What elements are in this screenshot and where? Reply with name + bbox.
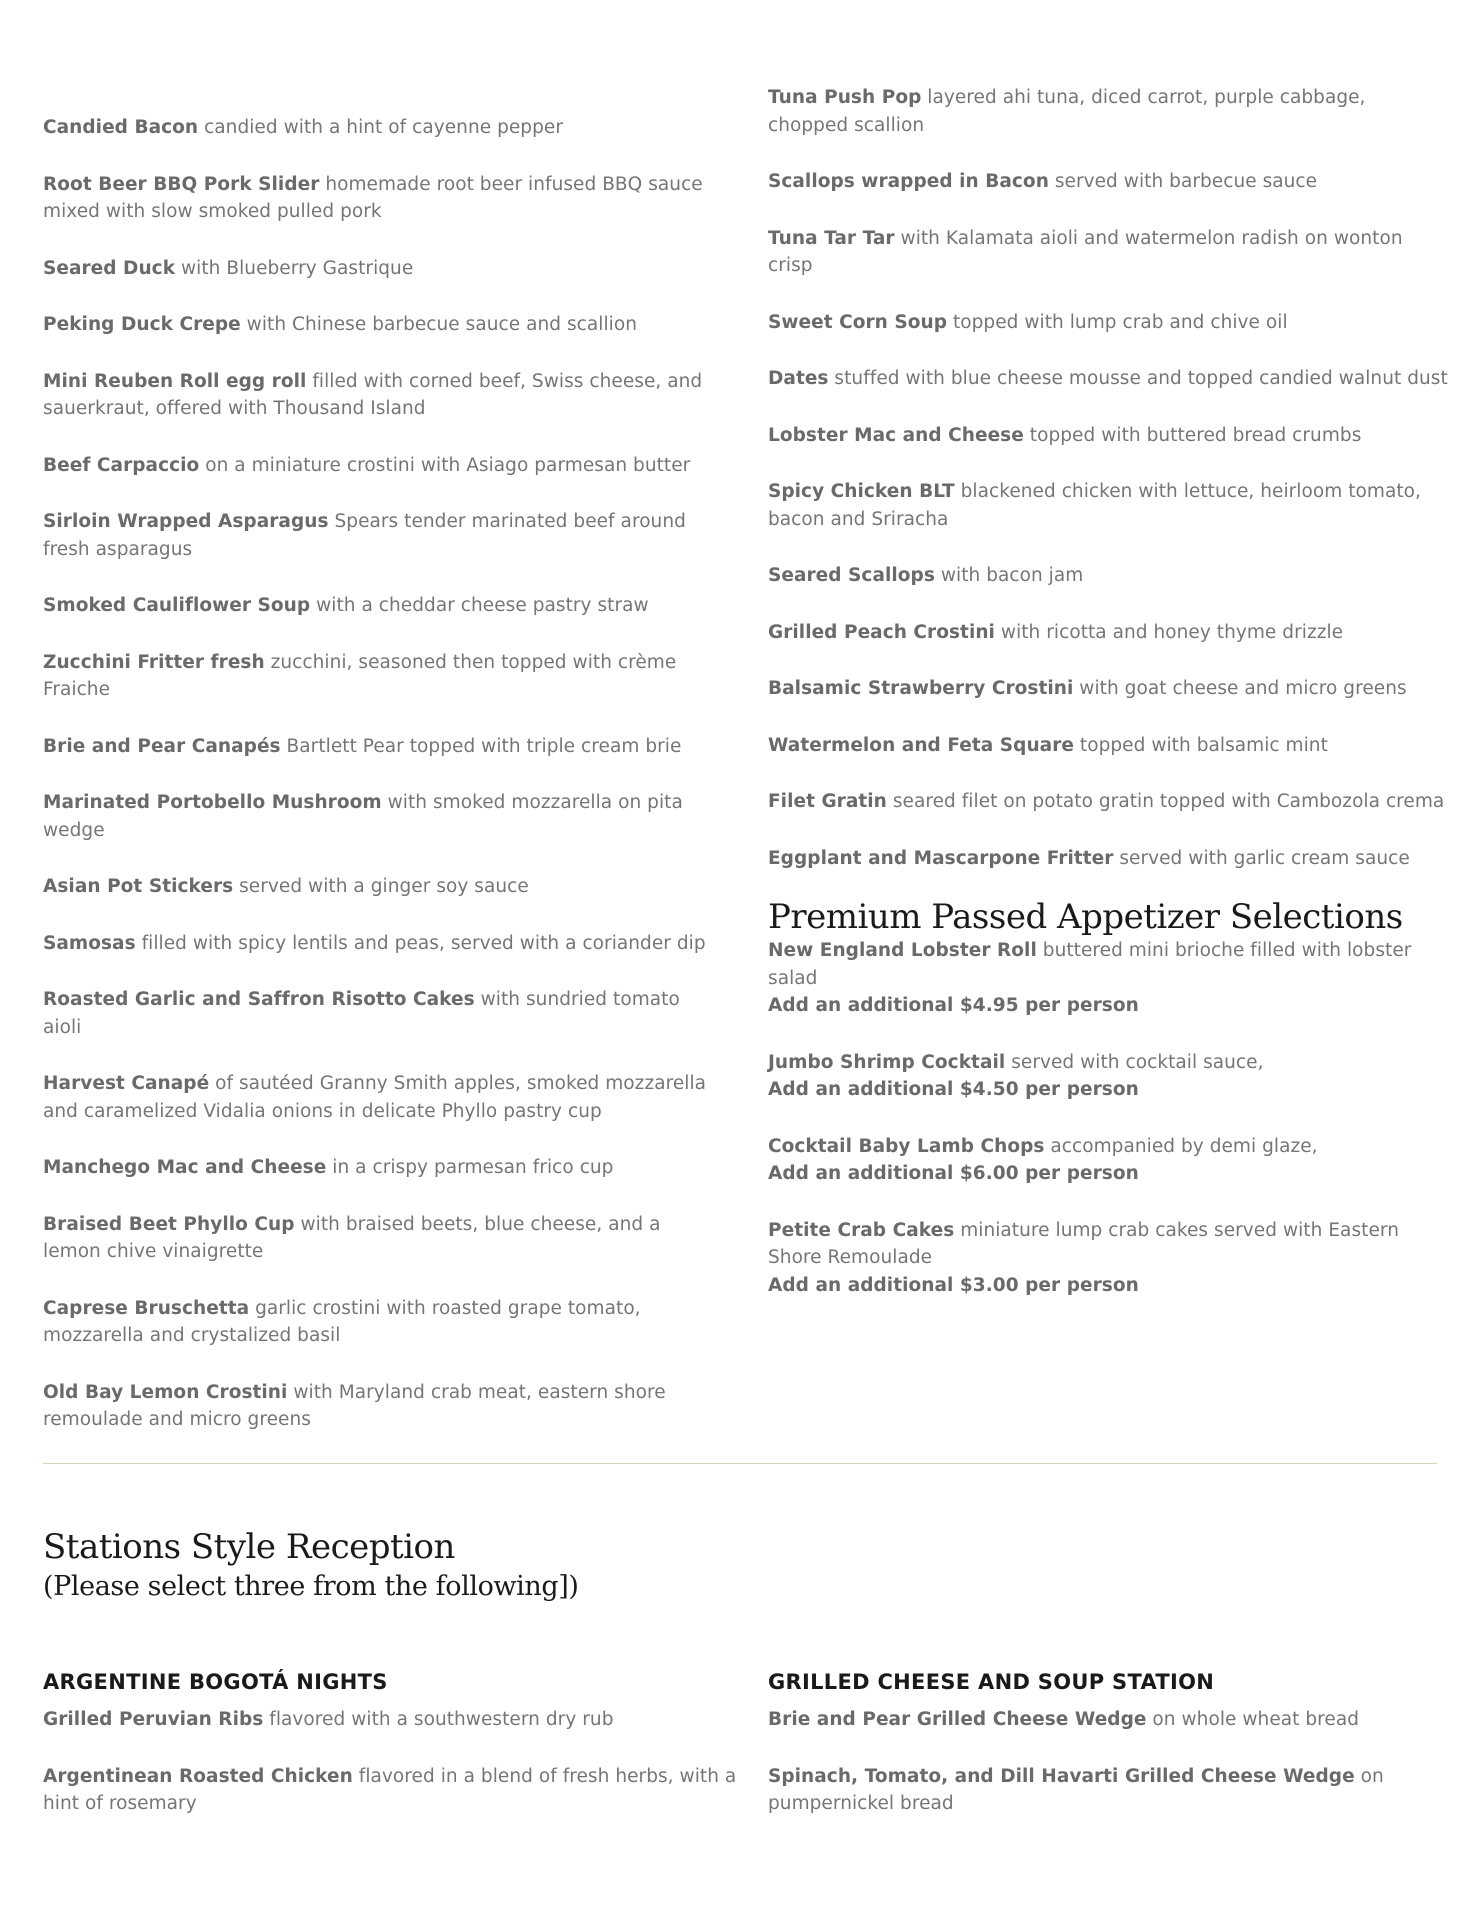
left-menu-column [43, 114, 723, 1463]
stations-title: Stations Style Reception [43, 1527, 455, 1567]
menu-item: Manchego Mac and Cheese in a crispy parmesan frico cup [43, 1157, 614, 1178]
premium-item: New England Lobster Roll buttered mini brioche filled with lobster salad Add an additional $4.95 per person [768, 937, 1448, 1020]
menu-item: Candied Bacon candied with a hint of cayenne pepper [43, 117, 563, 138]
menu-item: Zucchini Fritter fresh zucchini, seasoned then topped with crème Fraiche [43, 651, 677, 700]
menu-item: Eggplant and Mascarpone Fritter served with garlic cream sauce [768, 847, 1410, 869]
premium-item: Cocktail Baby Lamb Chops accompanied by demi glaze, Add an additional $6.00 per person [768, 1133, 1448, 1188]
stations-header [43, 1526, 579, 1606]
menu-item: Brie and Pear Grilled Cheese Wedge on whole wheat bread [768, 1709, 1360, 1730]
menu-item: Balsamic Strawberry Crostini with goat cheese and micro greens [768, 678, 1407, 699]
menu-item: Sirloin Wrapped Asparagus Spears tender marinated beef around fresh asparagus [43, 511, 686, 560]
menu-item: Caprese Bruschetta garlic crostini with roasted grape tomato, mozzarella and crystalized basil [43, 1297, 641, 1346]
menu-item: Filet Gratin seared filet on potato gratin topped with Cambozola crema [768, 791, 1445, 812]
price-note: Add an additional $6.00 per person [768, 1163, 1139, 1184]
menu-item: Peking Duck Crepe with Chinese barbecue sauce and scallion [43, 314, 637, 335]
menu-item: Grilled Peach Crostini with ricotta and honey thyme drizzle [768, 621, 1344, 643]
menu-item: Tuna Push Pop layered ahi tuna, diced carrot, purple cabbage, chopped scallion [768, 87, 1366, 136]
menu-item: Watermelon and Feta Square topped with balsamic mint [768, 734, 1328, 756]
menu-item: Old Bay Lemon Crostini with Maryland crab meat, eastern shore remoulade and micro greens [43, 1381, 666, 1430]
menu-item: Argentinean Roasted Chicken flavored in a blend of fresh herbs, with a hint of rosemary [43, 1765, 737, 1814]
menu-item: Spicy Chicken BLT blackened chicken with lettuce, heirloom tomato, bacon and Sriracha [768, 481, 1421, 530]
menu-item: Lobster Mac and Cheese topped with buttered bread crumbs [768, 424, 1362, 446]
menu-item: Harvest Canapé of sautéed Granny Smith apples, smoked mozzarella and caramelized Vidalia onions in delicate Phyllo pastry cup [43, 1073, 707, 1122]
menu-item: Roasted Garlic and Saffron Risotto Cakes with sundried tomato aioli [43, 989, 680, 1038]
menu-item: Beef Carpaccio on a miniature crostini with Asiago parmesan butter [43, 454, 691, 476]
station-argentine [43, 1668, 743, 1847]
premium-item: Jumbo Shrimp Cocktail served with cocktail sauce, Add an additional $4.50 per person [768, 1049, 1448, 1104]
menu-item: Seared Scallops with bacon jam [768, 565, 1084, 586]
menu-item: Grilled Peruvian Ribs flavored with a southwestern dry rub [43, 1709, 614, 1730]
stations-subtitle: (Please select three from the following]) [43, 1571, 579, 1602]
menu-item: Spinach, Tomato, and Dill Havarti Grilled Cheese Wedge on pumpernickel bread [768, 1765, 1384, 1814]
menu-item: Scallops wrapped in Bacon served with barbecue sauce [768, 171, 1318, 192]
menu-item: Samosas filled with spicy lentils and peas, served with a coriander dip [43, 932, 706, 954]
menu-item: Asian Pot Stickers served with a ginger soy sauce [43, 876, 529, 897]
menu-item: Tuna Tar Tar with Kalamata aioli and watermelon radish on wonton crisp [768, 227, 1403, 276]
menu-item: Brie and Pear Canapés Bartlett Pear topped with triple cream brie [43, 735, 682, 757]
menu-item: Root Beer BBQ Pork Slider homemade root beer infused BBQ sauce mixed with slow smoked pulled pork [43, 173, 703, 222]
menu-item: Sweet Corn Soup topped with lump crab and chive oil [768, 311, 1288, 333]
menu-item: Seared Duck with Blueberry Gastrique [43, 257, 414, 279]
right-menu-column [768, 84, 1448, 1328]
station-heading: ARGENTINE BOGOTÁ NIGHTS [43, 1670, 388, 1694]
price-note: Add an additional $4.95 per person [768, 995, 1139, 1016]
menu-item: Marinated Portobello Mushroom with smoked mozzarella on pita wedge [43, 792, 683, 841]
premium-item: Petite Crab Cakes miniature lump crab cakes served with Eastern Shore Remoulade Add an additional $3.00 per person [768, 1217, 1448, 1300]
section-divider [43, 1463, 1437, 1464]
premium-section-title: Premium Passed Appetizer Selections [768, 897, 1403, 937]
price-note: Add an additional $3.00 per person [768, 1274, 1139, 1296]
menu-item: Braised Beet Phyllo Cup with braised beets, blue cheese, and a lemon chive vinaigrette [43, 1213, 661, 1262]
menu-item: Mini Reuben Roll egg roll filled with corned beef, Swiss cheese, and sauerkraut, offered with Thousand Island [43, 370, 703, 419]
station-heading: GRILLED CHEESE AND SOUP STATION [768, 1670, 1215, 1694]
station-grilled-cheese [768, 1668, 1468, 1847]
menu-item: Dates stuffed with blue cheese mousse and topped candied walnut dust [768, 368, 1448, 389]
price-note: Add an additional $4.50 per person [768, 1079, 1139, 1100]
menu-item: Smoked Cauliflower Soup with a cheddar cheese pastry straw [43, 595, 649, 616]
